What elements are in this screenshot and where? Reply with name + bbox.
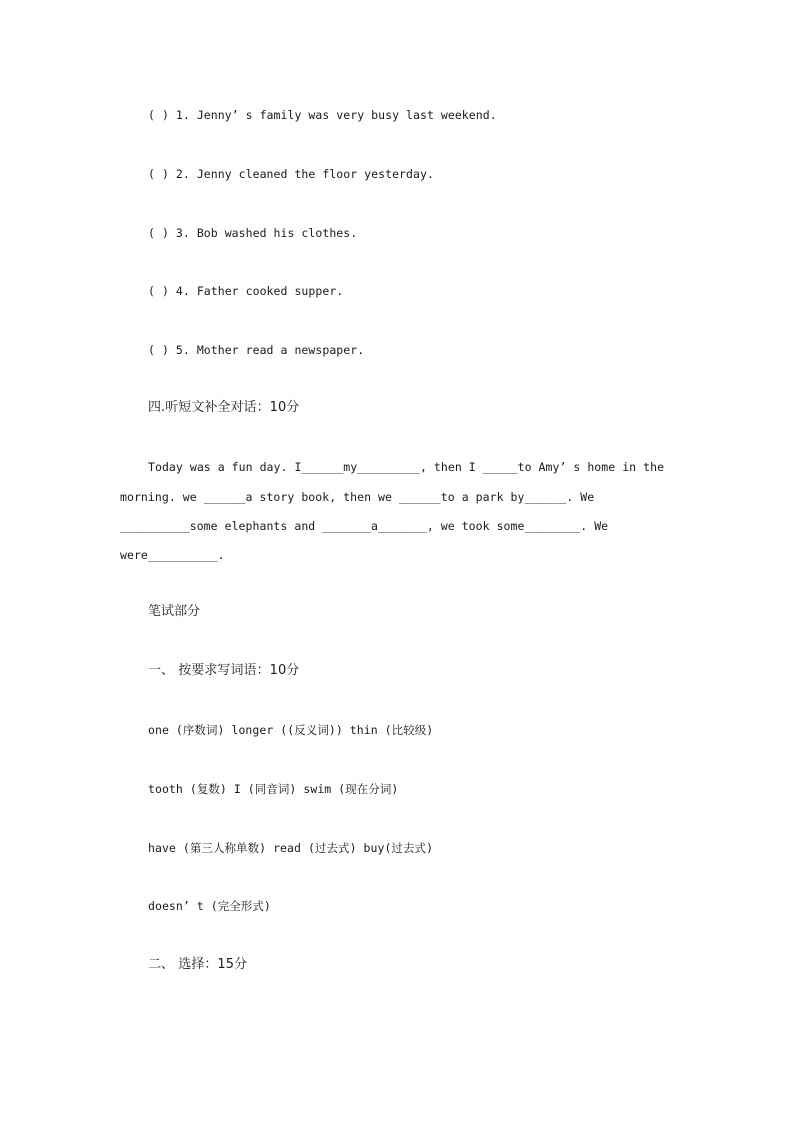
passage-line-1: Today was a fun day. I______my_________, then I _____to Amy’ s home in the	[148, 460, 665, 474]
word-task-line-1: one (序数词) longer ((反义词)) thin (比较级)	[148, 723, 434, 737]
section-four-heading: 四.听短文补全对话：10分	[148, 400, 300, 415]
word-task-line-4: doesn’ t (完全形式)	[148, 899, 271, 913]
judgement-item-5: ( ) 5. Mother read a newspaper.	[148, 343, 365, 357]
judgement-item-2: ( ) 2. Jenny cleaned the floor yesterday.	[148, 167, 434, 181]
passage-line-2: morning. we ______a story book, then we ______to a park by______. We	[120, 490, 595, 504]
passage-line-3: __________some elephants and _______a_______, we took some________. We	[120, 519, 609, 533]
written-part-heading: 笔试部分	[148, 604, 201, 619]
word-task-line-2: tooth (复数) I (同音词) swim (现在分词)	[148, 782, 399, 796]
section-one-heading: 一、 按要求写词语：10分	[148, 663, 300, 678]
passage-line-4: were__________.	[120, 548, 225, 562]
word-task-line-3: have (第三人称单数) read (过去式) buy(过去式)	[148, 841, 434, 855]
judgement-item-1: ( ) 1. Jenny’ s family was very busy last weekend.	[148, 108, 497, 122]
section-two-heading: 二、 选择：15分	[148, 957, 248, 972]
judgement-item-4: ( ) 4. Father cooked supper.	[148, 284, 344, 298]
judgement-item-3: ( ) 3. Bob washed his clothes.	[148, 226, 358, 240]
